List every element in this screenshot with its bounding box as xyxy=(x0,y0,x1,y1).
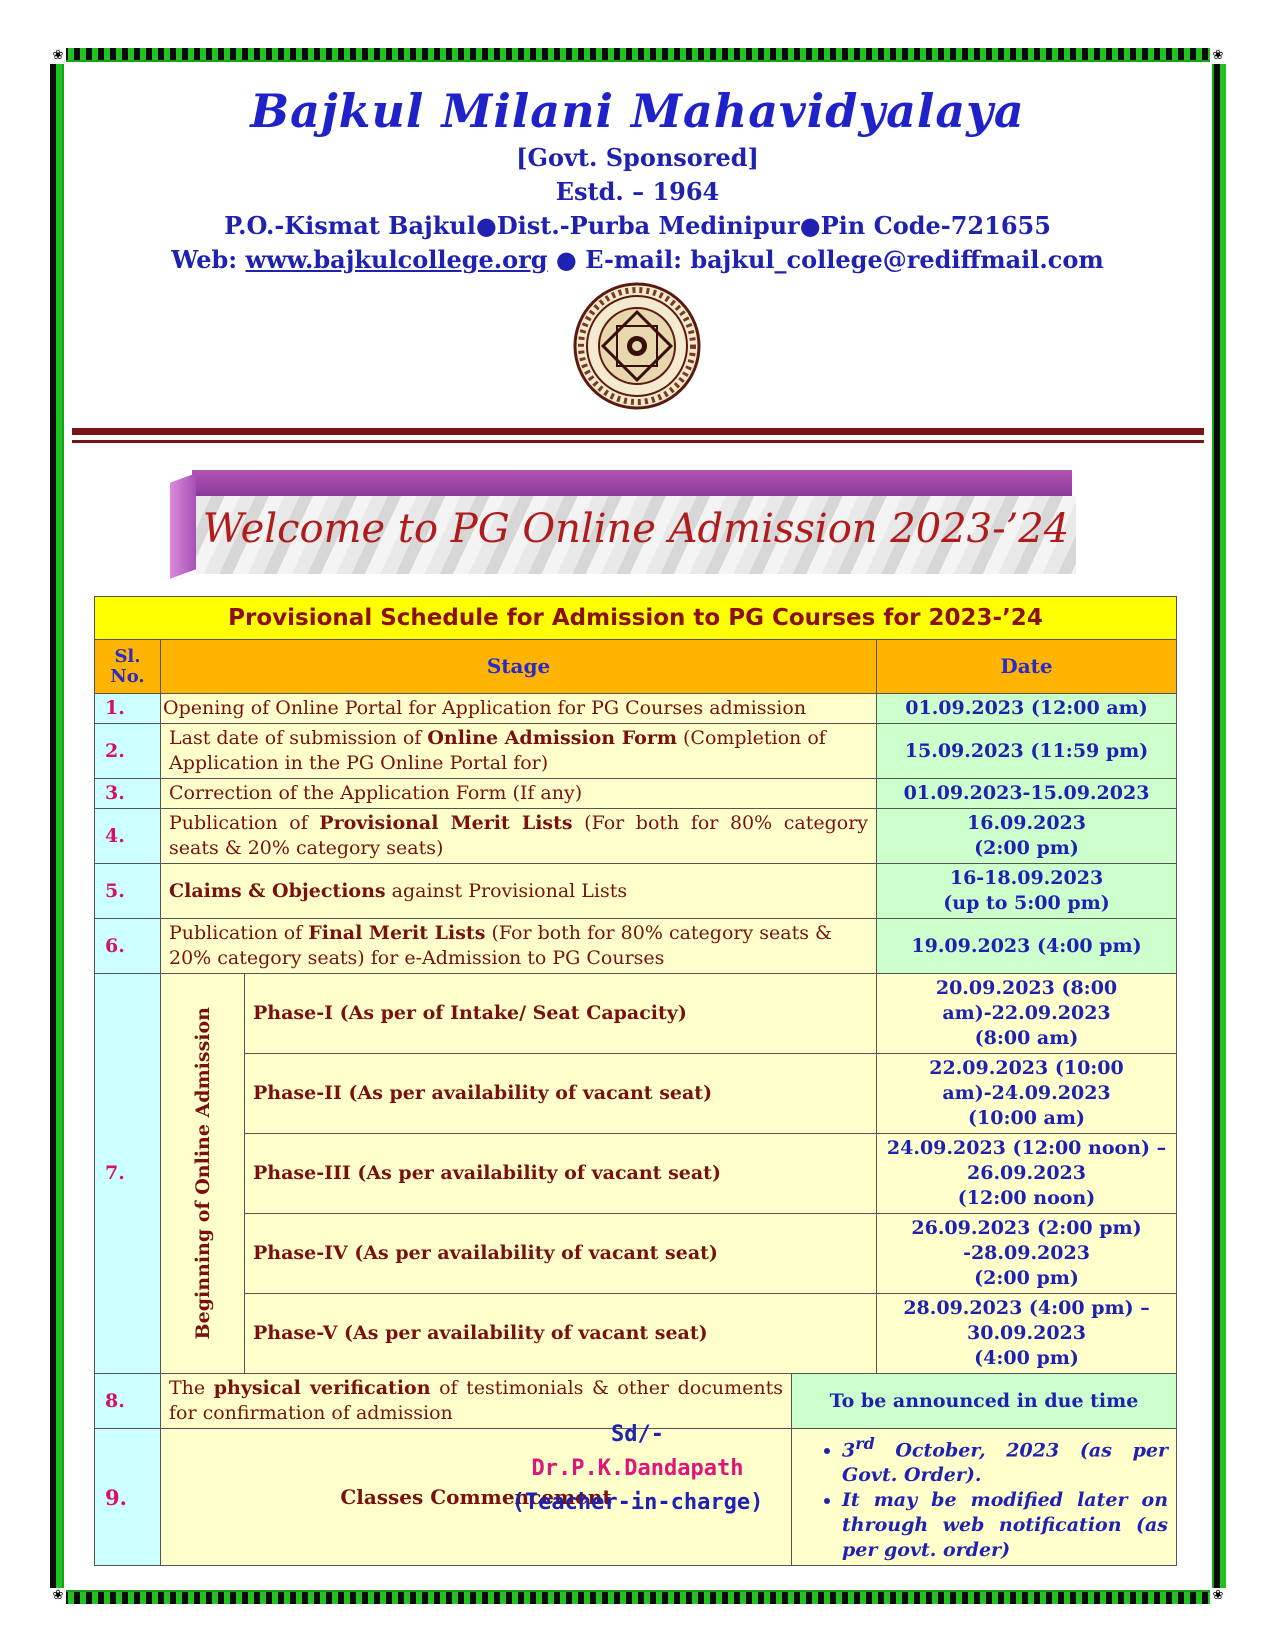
stage-emphasis: physical verification xyxy=(213,1377,431,1399)
web-label: Web: xyxy=(171,245,246,274)
established-year: Estd. – 1964 xyxy=(555,177,720,206)
header-divider-thin xyxy=(72,440,1204,443)
row-date: 19.09.2023 (4:00 pm) xyxy=(877,919,1177,974)
online-admission-group-cell xyxy=(161,974,245,1374)
row-number: 1. xyxy=(95,694,161,724)
college-name: Bajkul Milani Mahavidyalaya xyxy=(250,84,1025,138)
phase-date xyxy=(877,974,1177,1054)
table-row xyxy=(95,974,1177,1054)
row-stage: Classes Commencement xyxy=(161,1429,792,1566)
phase-date xyxy=(877,1134,1177,1214)
corner-ornament-icon: ❀ xyxy=(1210,48,1226,64)
phase-date xyxy=(877,1294,1177,1374)
banner-title: Welcome to PG Online Admission 2023-’24 xyxy=(202,506,1070,552)
corner-ornament-icon: ❀ xyxy=(50,48,66,64)
row-stage: Opening of Online Portal for Application for PG Courses admission xyxy=(161,694,877,724)
note-item: • It may be modified later on through web notification (as per govt. order) xyxy=(842,1488,1168,1563)
email-text: ● E-mail: bajkul_college@rediffmail.com xyxy=(547,245,1104,274)
header-date: Date xyxy=(877,640,1177,694)
stage-text: Publication of xyxy=(169,922,309,944)
college-seal-logo xyxy=(573,282,701,410)
phase-label: Phase-II (As per availability of vacant seat) xyxy=(245,1054,877,1134)
row-date xyxy=(877,864,1177,919)
note-day-suffix: rd xyxy=(855,1434,875,1453)
online-admission-group-label: Beginning of Online Admission xyxy=(191,1007,214,1340)
date-line: 20.09.2023 (8:00 am)-22.09.2023 xyxy=(935,977,1118,1024)
date-line: 16-18.09.2023 xyxy=(949,867,1104,889)
table-row xyxy=(95,724,1177,779)
banner-left-face xyxy=(170,473,196,578)
row-date xyxy=(877,809,1177,864)
stage-text: Publication of xyxy=(169,812,320,834)
row-number: 2. xyxy=(95,724,161,779)
note-day: 3 xyxy=(842,1439,856,1462)
table-row xyxy=(95,809,1177,864)
row-number: 3. xyxy=(95,779,161,809)
row-stage xyxy=(161,919,877,974)
stage-text: Last date of submission of xyxy=(169,727,428,749)
row-number: 9. xyxy=(95,1429,161,1566)
row-number: 4. xyxy=(95,809,161,864)
banner-top-face xyxy=(192,470,1072,496)
website-link[interactable]: www.bajkulcollege.org xyxy=(245,245,548,274)
row-stage xyxy=(161,724,877,779)
table-row xyxy=(95,694,1177,724)
stage-emphasis: Online Admission Form xyxy=(427,727,677,749)
signatory-role: (Teacher-in-charge) xyxy=(511,1490,764,1515)
date-line: 24.09.2023 (12:00 noon) – 26.09.2023 xyxy=(886,1137,1167,1184)
header-divider xyxy=(72,428,1204,435)
date-line: (12:00 noon) xyxy=(957,1187,1096,1209)
row-date: 01.09.2023-15.09.2023 xyxy=(877,779,1177,809)
table-row xyxy=(95,1054,1177,1134)
date-line: 28.09.2023 (4:00 pm) – 30.09.2023 xyxy=(903,1297,1150,1344)
date-line: (4:00 pm) xyxy=(974,1347,1079,1369)
date-line: (2:00 pm) xyxy=(974,837,1079,859)
date-line: 22.09.2023 (10:00 am)-24.09.2023 xyxy=(929,1057,1124,1104)
phase-date xyxy=(877,1054,1177,1134)
stage-text: against Provisional Lists xyxy=(385,879,628,902)
corner-ornament-icon: ❀ xyxy=(1210,1588,1226,1604)
signatory-name: Dr.P.K.Dandapath xyxy=(531,1456,744,1481)
schedule-title: Provisional Schedule for Admission to PG Courses for 2023-’24 xyxy=(95,597,1177,640)
row-date: 15.09.2023 (11:59 pm) xyxy=(877,724,1177,779)
stage-text: of testimonials & other documents for confirmation of admission xyxy=(169,1377,783,1424)
date-line: (8:00 am) xyxy=(974,1027,1079,1049)
contact-line xyxy=(0,245,1275,274)
table-row xyxy=(95,1374,1177,1429)
table-row xyxy=(95,1294,1177,1374)
row-stage xyxy=(161,1374,792,1429)
row-date: 01.09.2023 (12:00 am) xyxy=(877,694,1177,724)
stage-text: (For both for 80% category seats & 20% category seats) xyxy=(169,812,869,859)
row-number: 7. xyxy=(95,974,161,1374)
table-row xyxy=(95,1134,1177,1214)
row-stage xyxy=(161,809,877,864)
row-number: 5. xyxy=(95,864,161,919)
row-number: 6. xyxy=(95,919,161,974)
row-date: To be announced in due time xyxy=(792,1374,1177,1429)
row-stage: Correction of the Application Form (If any) xyxy=(161,779,877,809)
table-row xyxy=(95,919,1177,974)
date-line: (up to 5:00 pm) xyxy=(943,892,1110,914)
college-status: [Govt. Sponsored] xyxy=(516,143,759,172)
phase-label: Phase-III (As per availability of vacant seat) xyxy=(245,1134,877,1214)
date-line: (10:00 am) xyxy=(968,1107,1085,1129)
row-stage xyxy=(161,864,877,919)
corner-ornament-icon: ❀ xyxy=(50,1588,66,1604)
welcome-banner xyxy=(170,470,1105,580)
phase-label: Phase-IV (As per availability of vacant seat) xyxy=(245,1214,877,1294)
stage-text: The xyxy=(169,1377,214,1399)
stage-text: (Completion of Application in the PG Online Portal for) xyxy=(169,727,826,774)
note-text: October, 2023 (as per Govt. Order). xyxy=(842,1439,1169,1487)
row-number: 8. xyxy=(95,1374,161,1429)
table-row xyxy=(95,864,1177,919)
stage-text: (For both for 80% category seats & 20% category seats) for e-Admission to PG Courses xyxy=(169,922,832,969)
stage-emphasis: Final Merit Lists xyxy=(308,922,486,944)
signature-sd: Sd/- xyxy=(611,1422,664,1447)
header-stage: Stage xyxy=(161,640,877,694)
date-line: 26.09.2023 (2:00 pm) -28.09.2023 xyxy=(911,1217,1142,1264)
phase-date xyxy=(877,1214,1177,1294)
stage-emphasis: Claims & Objections xyxy=(169,879,386,902)
date-line: 16.09.2023 xyxy=(967,812,1086,834)
table-row xyxy=(95,779,1177,809)
phase-label: Phase-V (As per availability of vacant seat) xyxy=(245,1294,877,1374)
header-sl-no: Sl. No. xyxy=(95,640,161,694)
table-row xyxy=(95,1214,1177,1294)
admission-schedule-table xyxy=(94,596,1177,1566)
date-line: (2:00 pm) xyxy=(974,1267,1079,1289)
stage-emphasis: Provisional Merit Lists xyxy=(319,812,573,834)
phase-label: Phase-I (As per of Intake/ Seat Capacity) xyxy=(245,974,877,1054)
college-address: P.O.-Kismat Bajkul●Dist.-Purba Medinipur●Pin Code-721655 xyxy=(224,211,1051,240)
